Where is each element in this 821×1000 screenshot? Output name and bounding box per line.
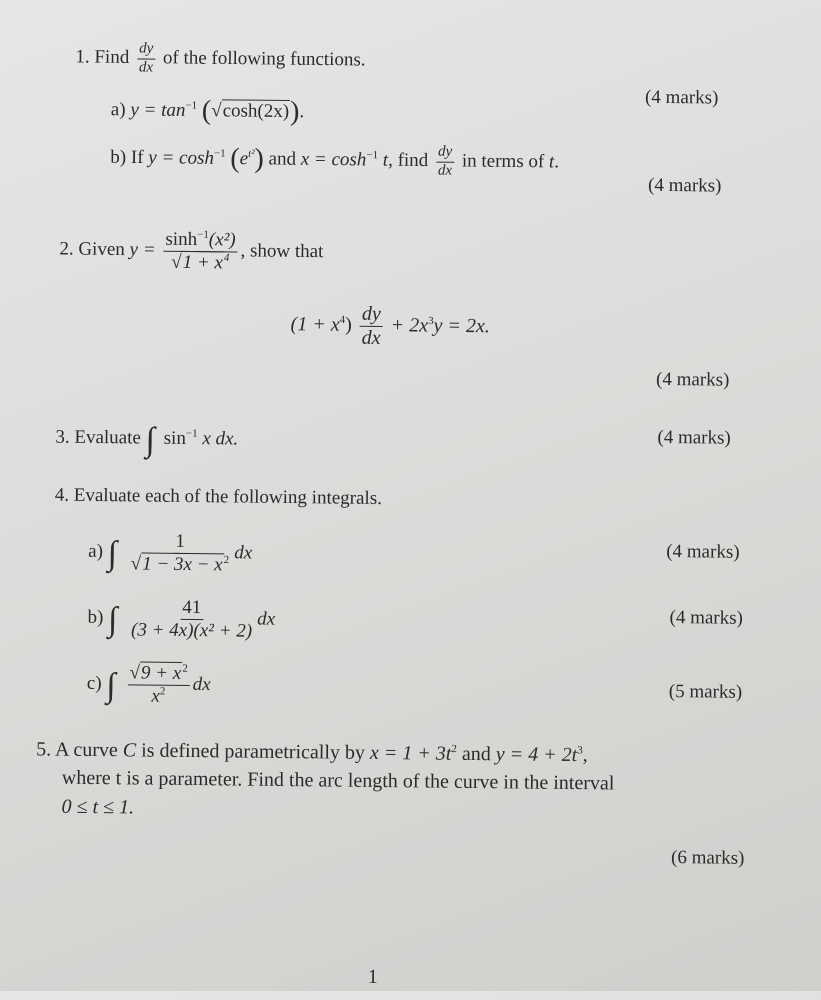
question-3-marks: (4 marks)	[657, 426, 731, 449]
question-1b-marks: (4 marks)	[647, 174, 722, 197]
question-4c-marks: (5 marks)	[668, 681, 743, 703]
question-2-eq-left-close: )	[345, 313, 352, 336]
sqrt-cosh: √cosh(2x)	[211, 100, 290, 123]
question-3-text: Evaluate	[74, 426, 141, 449]
question-2-number: 2.	[59, 238, 74, 260]
question-4a-numerator: 1	[173, 532, 187, 554]
question-2	[59, 229, 323, 275]
question-1b-x-variable: t	[382, 149, 389, 171]
page-number: 1	[367, 965, 378, 989]
question-1a-expression: y = tan	[130, 99, 186, 121]
question-2-eq-right-tail: y = 2x.	[433, 314, 490, 338]
dydx-fraction-1b	[436, 145, 455, 180]
question-5-comma: ,	[582, 744, 588, 767]
question-1b-variable: t	[548, 151, 555, 173]
dydx-denominator-1b: dx	[437, 162, 453, 179]
dydx-fraction-2	[360, 304, 383, 349]
question-4a-fraction: $\frac{1}{√1 - 3x - x^2}$	[130, 530, 230, 576]
dydx-denominator: dx	[138, 59, 154, 76]
question-4a-label: a)	[88, 540, 104, 562]
question-5-text-a: A curve	[54, 738, 118, 762]
question-4b	[87, 597, 275, 642]
question-2-equation: $(1 + x^4)$ $\frac{dy}{dx}$ + $2x^3y = 2x$.	[290, 302, 490, 350]
question-1b-find: , find	[388, 149, 429, 172]
dydx-numerator-1b: dy	[436, 145, 454, 163]
question-2-frac-argument: (x²)	[208, 229, 236, 251]
question-3-expression-tail: x dx.	[202, 428, 239, 450]
question-1a: a) $y = \tan^{-1} (√\cosh(2x))$.	[110, 95, 305, 128]
question-2-show: , show that	[240, 240, 324, 263]
question-4a	[88, 531, 252, 576]
question-4-text: Evaluate each of the following integrals.	[73, 484, 383, 510]
integral-sign: ∫	[106, 666, 116, 705]
question-4c	[87, 663, 211, 707]
question-5-y-expression: y = 4 + 2t	[495, 743, 578, 767]
integral-sign: ∫	[145, 421, 156, 459]
question-4-number: 4.	[54, 484, 70, 506]
dydx-denominator-2: dx	[361, 326, 381, 350]
question-2-eq-left: (1 + x	[290, 313, 340, 336]
question-4b-marks: (4 marks)	[669, 607, 744, 629]
question-5-curve: C	[122, 739, 137, 762]
question-4b-label: b)	[87, 606, 104, 628]
question-4b-dx: dx	[257, 608, 276, 630]
dydx-fraction	[137, 41, 156, 76]
question-2-marks: (4 marks)	[655, 368, 730, 391]
question-5-text-b: is defined parametrically by	[141, 739, 366, 764]
question-4	[55, 485, 382, 510]
question-4b-denominator: (3 + 4x)(x² + 2)	[130, 619, 253, 642]
question-5-line-2: where t is a parameter. Find the arc length of the curve in the interval	[61, 766, 615, 795]
question-2-given: Given	[78, 238, 125, 261]
question-1-find: Find	[94, 46, 130, 68]
integral-sign: ∫	[107, 534, 118, 573]
question-4a-dx: dx	[234, 542, 253, 564]
question-1a-marks: (4 marks)	[644, 86, 719, 109]
question-3-expression: sin	[163, 427, 187, 449]
question-4c-dx: dx	[192, 673, 211, 696]
question-5-line-3: 0 ≤ t ≤ 1.	[61, 795, 135, 819]
question-4c-numerator: 9 + x	[140, 662, 182, 684]
question-1b-y-expression: y = cosh	[148, 147, 215, 169]
question-1-intro	[75, 41, 366, 79]
integral-sign: ∫	[107, 600, 118, 639]
question-2-eq-right: + 2x	[390, 314, 429, 337]
question-2-lhs: y =	[129, 239, 156, 261]
question-4c-label: c)	[86, 672, 102, 694]
question-1-number: 1.	[75, 46, 90, 68]
question-3-number: 3.	[55, 426, 70, 448]
dydx-numerator: dy	[137, 41, 155, 59]
question-1a-label: a)	[110, 99, 126, 121]
question-5-x-expression: x = 1 + 3t	[369, 741, 452, 765]
question-5-and: and	[461, 742, 491, 766]
question-1b-tail: .	[554, 151, 560, 173]
question-1b-x-expression: x = cosh	[300, 148, 367, 171]
question-4c-denominator: x	[151, 685, 160, 707]
question-2-fraction: $\frac{\sinh^{-1}(x^2)}{√1 + x^4}$	[163, 230, 238, 274]
question-2-frac-denominator: 1 + x	[182, 251, 224, 274]
question-1-intro-text: of the following functions.	[162, 47, 366, 71]
question-1b-and: and	[268, 148, 297, 170]
question-4b-numerator: 41	[180, 598, 203, 620]
question-5-marks: (6 marks)	[670, 847, 745, 869]
sqrt-cosh-radicand: cosh(2x)	[222, 100, 290, 123]
dydx-numerator-2: dy	[360, 304, 383, 327]
question-3: 3. Evaluate ∫ $\sin^{-1} x$ dx.	[55, 421, 239, 459]
question-1b: b) If $y = \cosh^{-1} (e^{t^2})$ and $x = \cosh^{-1} t$, find $\frac{dy}{dx}$ in terms of t.	[110, 143, 560, 179]
question-1a-tail: .	[299, 101, 305, 123]
question-5-number: 5.	[36, 738, 52, 761]
question-4c-fraction: $\frac{√9 + x^2}{x^2}$	[127, 663, 190, 707]
question-1b-terms: in terms of	[461, 150, 545, 173]
question-1b-if: If	[130, 146, 144, 169]
question-4a-marks: (4 marks)	[666, 541, 740, 563]
question-1b-label: b)	[110, 146, 127, 168]
question-2-frac-numerator: sinh	[165, 228, 198, 251]
question-4a-denominator: 1 − 3x − x	[142, 553, 223, 576]
question-5-line-1: 5. A curve C is defined parametrically by $x = 1 + 3t^2$ and $y = 4 + 2t^3$,	[36, 738, 588, 767]
question-4b-fraction	[129, 597, 254, 641]
